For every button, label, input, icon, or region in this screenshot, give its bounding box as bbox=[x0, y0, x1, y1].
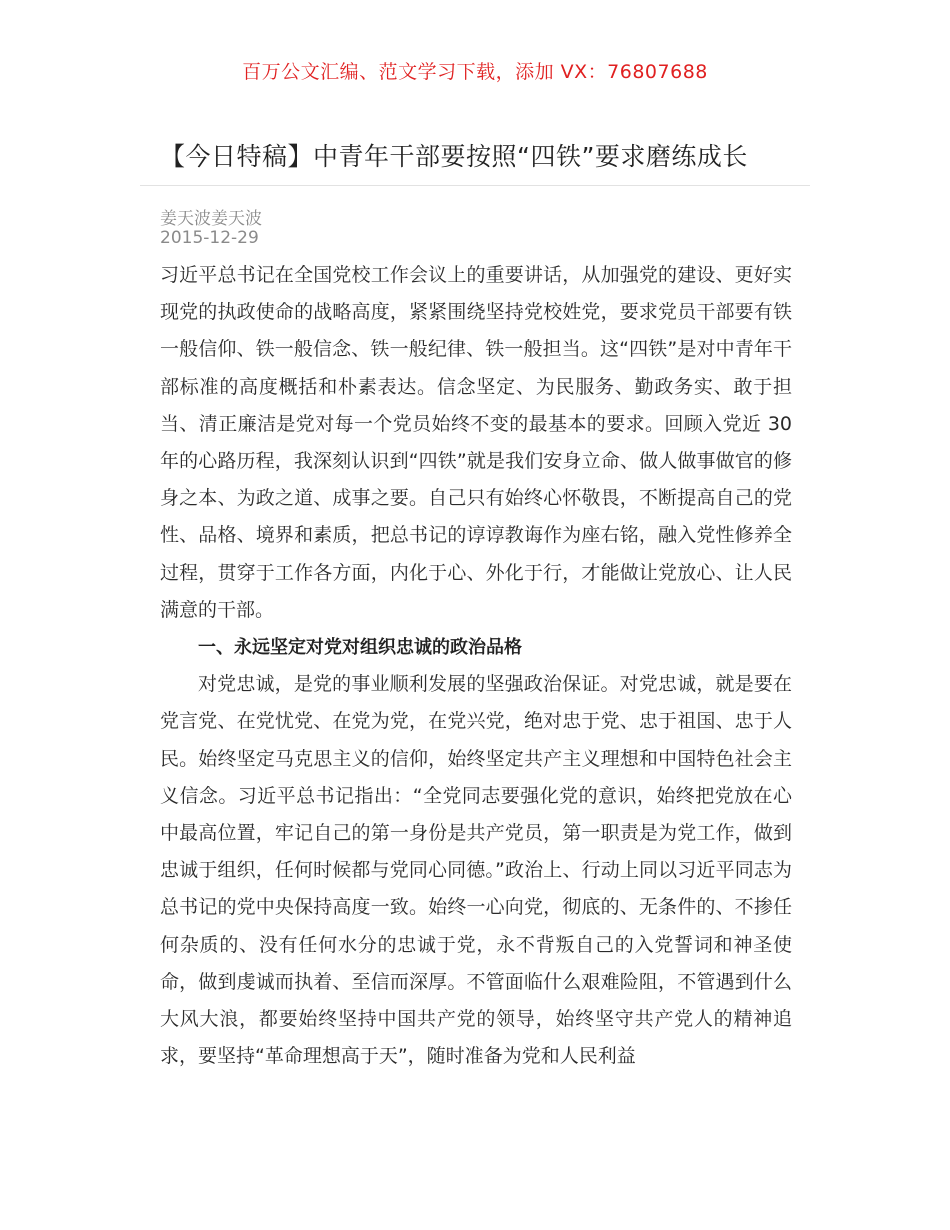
intro-paragraph: 习近平总书记在全国党校工作会议上的重要讲话，从加强党的建设、更好实现党的执政使命的战略高度，紧紧围绕坚持党校姓党，要求党员干部要有铁一般信仰、铁一般信念、铁一般纪律、铁一般担当。这“四铁”是对中青年干部标准的高度概括和朴素表达。信念坚定、为民服务、勤政务实、敢于担当、清正廉洁是党对每一个党员始终不变的最基本的要求。回顾入党近 30 年的心路历程，我深刻认识到“四铁”就是我们安身立命、做人做事做官的修身之本、为政之道、成事之要。自己只有始终心怀敬畏，不断提高自己的党性、品格、境界和素质，把总书记的谆谆教诲作为座右铭，融入党性修养全过程，贯穿于工作各方面，内化于心、外化于行，才能做让党放心、让人民满意的干部。 bbox=[160, 264, 792, 621]
section-heading: 一、永远坚定对党对组织忠诚的政治品格 bbox=[198, 637, 522, 659]
title-divider bbox=[140, 185, 810, 186]
article-title: 【今日特稿】中青年干部要按照“四铁”要求磨练成长 bbox=[160, 142, 748, 171]
article-author: 姜天波姜天波 bbox=[160, 209, 262, 229]
article-body bbox=[160, 257, 792, 1075]
article-date: 2015-12-29 bbox=[160, 228, 259, 248]
download-banner: 百万公文汇编、范文学习下载，添加 VX：76807688 bbox=[242, 61, 708, 83]
section-paragraph: 对党忠诚，是党的事业顺利发展的坚强政治保证。对党忠诚，就是要在党言党、在党忧党、在党为党，在党兴党，绝对忠于党、忠于祖国、忠于人民。始终坚定马克思主义的信仰，始终坚定共产主义理想和中国特色社会主义信念。习近平总书记指出：“全党同志要强化党的意识，始终把党放在心中最高位置，牢记自己的第一身份是共产党员，第一职责是为党工作，做到忠诚于组织，任何时候都与党同心同德。”政治上、行动上同以习近平同志为总书记的党中央保持高度一致。始终一心向党，彻底的、无条件的、不掺任何杂质的、没有任何水分的忠诚于党，永不背叛自己的入党誓词和神圣使命，做到虔诚而执着、至信而深厚。不管面临什么艰难险阻，不管遇到什么大风大浪，都要始终坚持中国共产党的领导，始终坚守共产党人的精神追求，要坚持“革命理想高于天”，随时准备为党和人民利益 bbox=[160, 673, 792, 1068]
